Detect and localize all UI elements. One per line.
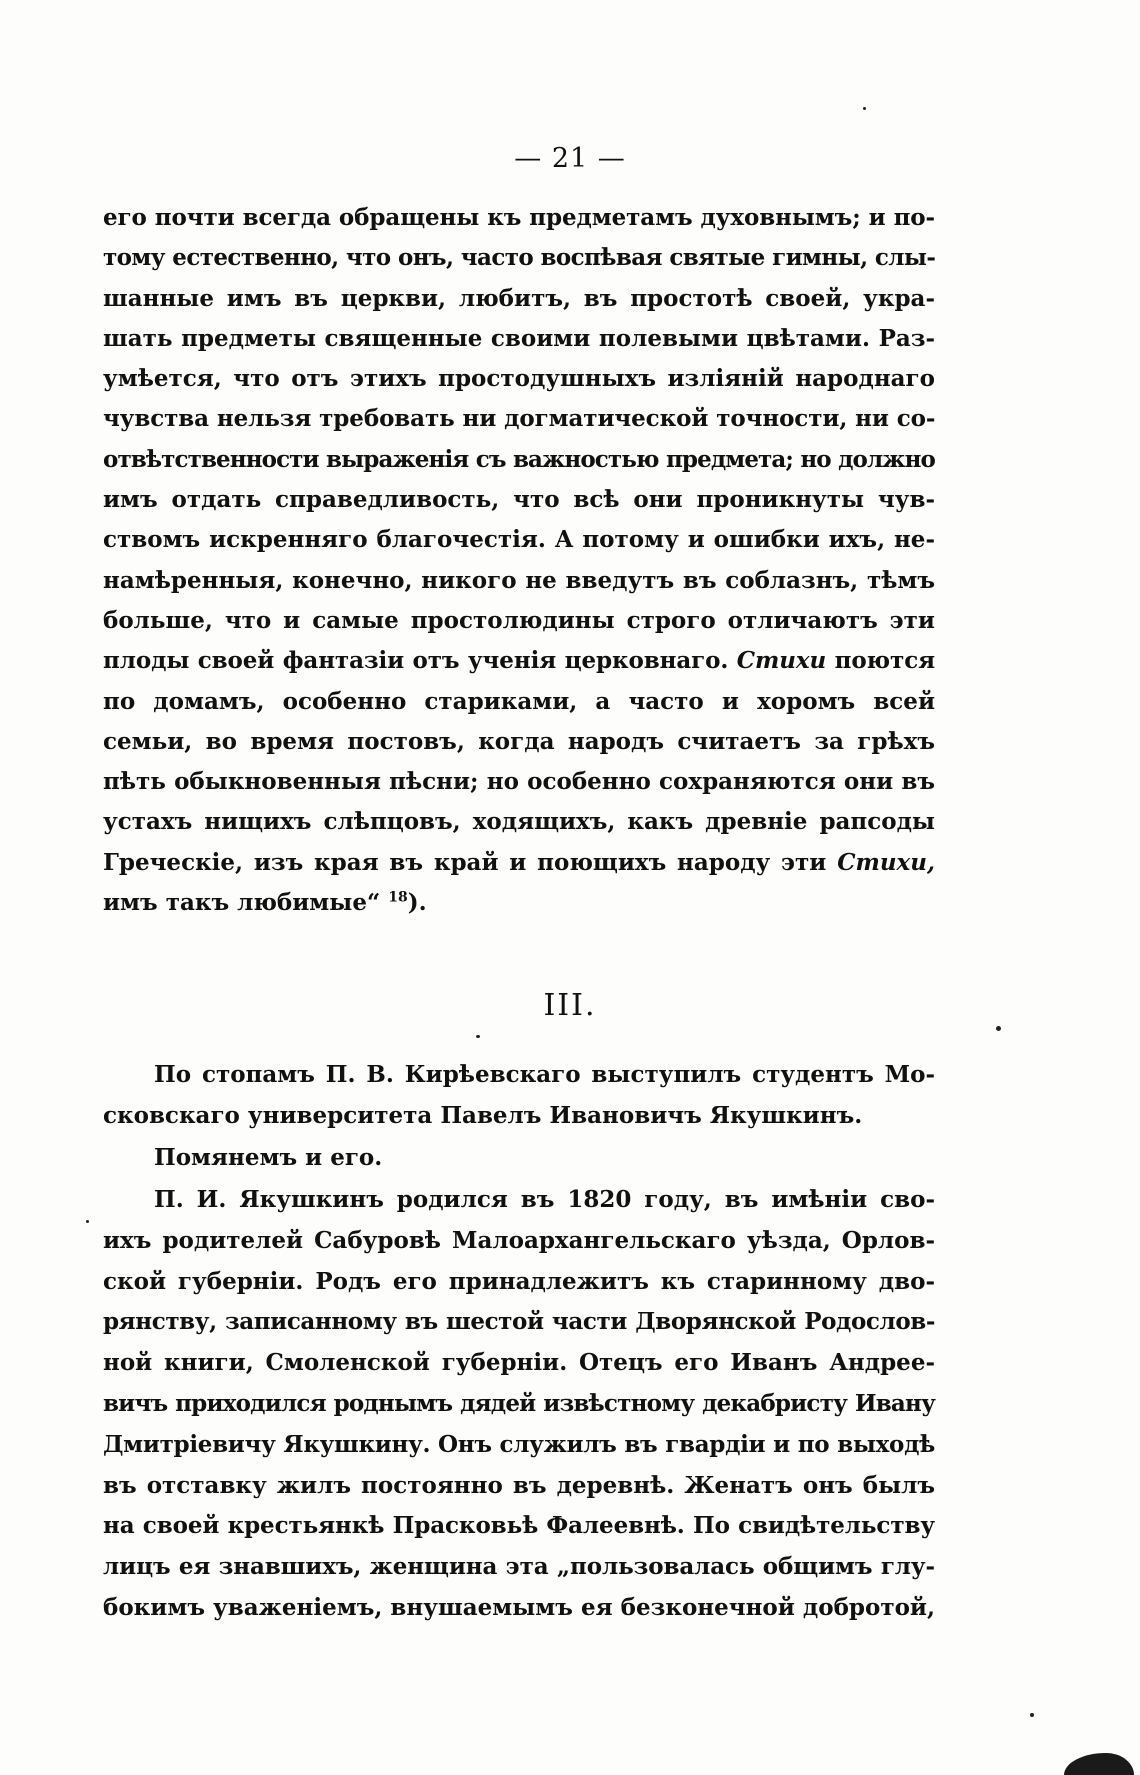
text-line: по домамъ, особенно стариками, а часто и хоромъ всей (103, 687, 935, 715)
text-line: ихъ родителей Сабуровѣ Малоархангельскаго уѣзда, Орлов- (103, 1226, 935, 1254)
scan-speck (863, 107, 866, 110)
text-run: Греческiе, изъ края въ край и поющихъ народу эти (103, 848, 827, 876)
italic-word: Стихи (736, 647, 827, 675)
text-line: тому естественно, что онъ, часто воспѣвая святые гимны, слы- (103, 244, 936, 272)
paragraph-2 (103, 1055, 935, 1137)
text-line: чувства нельзя требовать ни догматической точности, ни со- (103, 405, 936, 433)
text-line: Дмитрiевичу Якушкину. Онъ служилъ въ гвардiи и по выходѣ (103, 1430, 935, 1458)
text-line: вичъ приходился роднымъ дядей извѣстному декабристу Ивану (103, 1389, 935, 1417)
text-line: пѣть обыкновенныя пѣсни; но особенно сохраняются они въ (103, 768, 935, 796)
text-run: ). (407, 889, 427, 917)
text-line: его почти всегда обращены къ предметамъ духовнымъ; и по- (103, 204, 935, 231)
text-line: ной книги, Смоленской губернiи. Отецъ его Иванъ Андрее- (103, 1349, 935, 1377)
page-number: — 21 — (514, 143, 626, 174)
paragraph-1 (103, 198, 935, 923)
text-line: П. И. Якушкинъ родился въ 1820 году, въ имѣнiи сво- (154, 1186, 935, 1213)
text-run: плоды своей фантазiи отъ ученiя церковнаго. (103, 647, 729, 675)
text-line: семьи, во время постовъ, когда народъ считаетъ за грѣхъ (103, 727, 935, 755)
text-run: имъ такъ любимые“ (103, 889, 381, 917)
text-line: ствомъ искренняго благочестiя. А потому и ошибки ихъ, не- (103, 526, 935, 554)
text-line: имъ отдать справедливость, что всѣ они проникнуты чув- (103, 486, 935, 514)
footnote-ref: 18 (388, 889, 408, 906)
scan-blot (1064, 1753, 1134, 1775)
text-line: намѣренныя, конечно, никого не введутъ въ соблазнъ, тѣмъ (103, 566, 935, 594)
text-line: бокимъ уваженiемъ, внушаемымъ ея безконечной добротой, (103, 1593, 935, 1621)
text-line: умѣется, что отъ этихъ простодушныхъ излiянiй народнаго (103, 365, 935, 393)
text-line: въ отставку жилъ постоянно въ деревнѣ. Женатъ онъ былъ (103, 1471, 935, 1499)
scan-speck (1030, 1713, 1034, 1717)
text-line: шанные имъ въ церкви, любитъ, въ простотѣ своей, укра- (103, 284, 935, 312)
text-line: больше, что и самые простолюдины строго отличаютъ эти (103, 606, 935, 634)
scan-speck (996, 1026, 1001, 1031)
paragraph-4 (103, 1180, 935, 1629)
text-line: шать предметы священные своими полевыми цвѣтами. Раз- (103, 324, 935, 352)
italic-word: Стихи, (837, 848, 935, 876)
text-line: сковскаго университета Павелъ Ивановичъ Якушкинъ. (103, 1101, 863, 1129)
text-line: Помянемъ и его. (154, 1144, 383, 1171)
text-line: По стопамъ П. В. Кирѣевскаго выступилъ студентъ Мо- (154, 1061, 935, 1088)
text-line (103, 641, 935, 681)
scan-speck (476, 1035, 480, 1038)
scan-speck (86, 1220, 89, 1223)
text-line: ской губернiи. Родъ его принадлежитъ къ старинному дво- (103, 1267, 935, 1295)
text-line: рянству, записанному въ шестой части Дворянской Родослов- (103, 1308, 935, 1336)
text-run: поются (834, 647, 935, 675)
text-line (103, 883, 935, 923)
text-line: устахъ нищихъ слѣпцовъ, ходящихъ, какъ древнiе рапсоды (103, 808, 935, 836)
section-heading: III. (543, 988, 597, 1023)
text-line: лицъ ея знавшихъ, женщина эта „пользовалась общимъ глу- (103, 1553, 935, 1581)
text-line (103, 843, 935, 883)
text-line: отвѣтственности выраженiя съ важностью предмета; но должно (103, 445, 935, 473)
paragraph-3 (103, 1138, 935, 1179)
text-line: на своей крестьянкѣ Прасковьѣ Фалеевнѣ. По свидѣтельству (103, 1512, 935, 1540)
